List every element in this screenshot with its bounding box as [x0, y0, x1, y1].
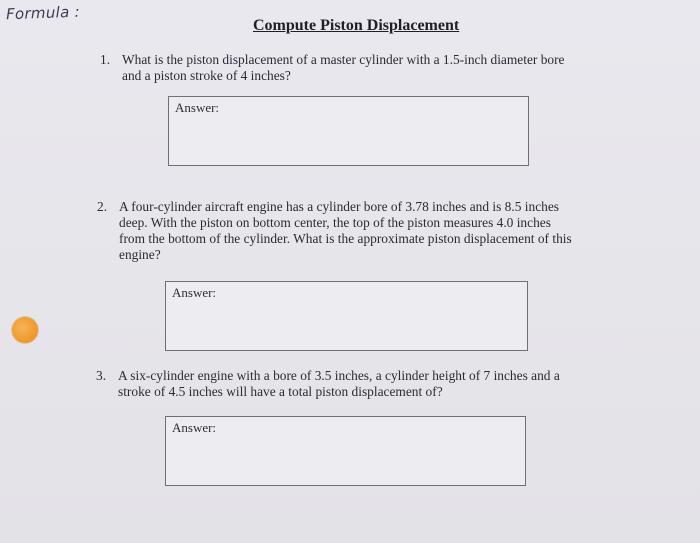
question-3-line-2: stroke of 4.5 inches will have a total piston displacement of? [118, 384, 443, 399]
answer-label-2: Answer: [172, 285, 217, 300]
question-1-line-1: What is the piston displacement of a master cylinder with a 1.5-inch diameter bore [122, 52, 565, 67]
question-1-number: 1. [100, 52, 111, 67]
question-1 [100, 52, 660, 86]
question-2-number: 2. [97, 199, 108, 214]
answer-label-3: Answer: [172, 420, 217, 435]
radio-dot-icon[interactable] [12, 317, 38, 343]
question-2-line-1: A four-cylinder aircraft engine has a cylinder bore of 3.78 inches and is 8.5 inches [119, 199, 559, 214]
question-2-line-3: from the bottom of the cylinder. What is the approximate piston displacement of this [119, 231, 572, 246]
question-2 [97, 199, 657, 265]
question-3-number: 3. [96, 368, 107, 383]
question-2-line-2: deep. With the piston on bottom center, the top of the piston measures 4.0 inches [119, 215, 551, 230]
question-2-line-4: engine? [119, 247, 161, 262]
answer-label-1: Answer: [175, 100, 220, 115]
answer-box-3[interactable] [165, 416, 526, 486]
handwritten-formula-note: Formula : [5, 2, 81, 24]
question-1-text [122, 52, 565, 84]
answer-box-2[interactable] [165, 281, 528, 351]
page-title: Compute Piston Displacement [253, 17, 460, 34]
question-1-line-2: and a piston stroke of 4 inches? [122, 68, 291, 83]
question-3-line-1: A six-cylinder engine with a bore of 3.5 inches, a cylinder height of 7 inches and a [118, 368, 560, 383]
question-3 [96, 368, 656, 402]
question-2-text [119, 199, 572, 263]
question-3-text [118, 368, 560, 400]
answer-box-1[interactable] [168, 96, 529, 166]
